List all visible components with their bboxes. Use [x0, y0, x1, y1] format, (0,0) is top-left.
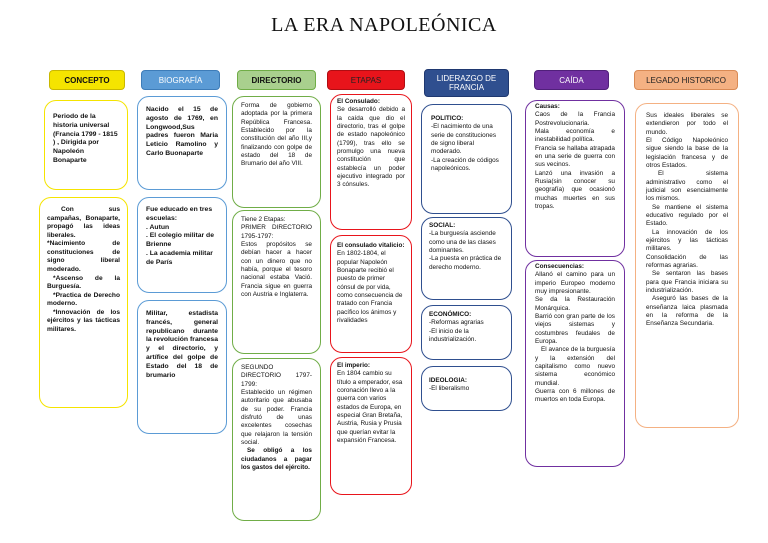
header-concepto: CONCEPTO — [49, 70, 125, 90]
liderazgo-box-economico — [421, 305, 512, 360]
directorio-box-3 — [232, 358, 321, 521]
header-biografia: BIOGRAFÍA — [141, 70, 220, 90]
biografia-school: . La academia militar de París — [146, 250, 213, 266]
liderazgo-item: -El inicio de la industrialización. — [429, 327, 477, 343]
biografia-box-1 — [137, 96, 227, 190]
caida-title: Consecuencias: — [535, 263, 585, 270]
etapa-title: El consulado vitalicio: — [337, 242, 405, 249]
caida-box-causas — [525, 100, 625, 257]
concepto-item: *Ascenso de la Burguesía. — [47, 274, 120, 291]
liderazgo-title: ECONÓMICO: — [429, 311, 472, 318]
biografia-school: . El colegio militar de Brienne — [146, 232, 214, 249]
directorio-text: Estos propósitos se debían hacer a hacer con un dinero que no había, porque el tesoro nacional estaba Vació. Francia sigue en guerra con Austria e Inglaterra. — [241, 240, 312, 298]
etapas-box-imperio — [330, 357, 412, 495]
etapas-box-consulado — [330, 94, 412, 230]
directorio-text: Forma de gobierno adoptada por la primera República Francesa. Establecido por la constitución del año III,y finalizando con golpe de estado del 18 de Brumario del año VIII. — [241, 102, 312, 168]
header-liderazgo: LIDERAZGO DE FRANCIA — [424, 69, 509, 97]
etapa-title: El imperio: — [337, 362, 371, 369]
legado-item: Se mantiene el sistema educativo regulado por el Estado. — [646, 203, 728, 228]
biografia-text: Militar, estadista francés, general republicano durante la revolución francesa y el directorio, y artífice del golpe de Estado del 18 de brumario — [146, 310, 218, 379]
caida-item: Lanzó una invasión a Rusia(sin conocer su geografía) que ocasionó muchas muertes en sus tropas. — [535, 169, 615, 210]
liderazgo-title: SOCIAL: — [429, 222, 456, 229]
caida-box-consecuencias — [525, 260, 625, 467]
biografia-text: Nacido el 15 de agosto de 1769, en Longwood,Sus padres fueron Maria Leticio Ramolino y Carlo Buonaparte — [146, 106, 218, 158]
liderazgo-item: -La creación de códigos napoleónicos. — [431, 156, 499, 172]
header-caida: CAÍDA — [534, 70, 609, 90]
etapa-text: Se desarrolló debido a la caída que dio el directorio, tras el golpe de estado napoleónico (1799), tras ello se promulgo una nueva constitución que establecía un poder ejecutivo integrado por 3 cónsules. — [337, 106, 405, 189]
biografia-box-2 — [137, 197, 227, 293]
legado-item: Se sentaron las bases para que Francia iniciara su industrialización. — [646, 270, 728, 294]
biografia-schools-title: Fue educado en tres escuelas: — [146, 206, 213, 222]
header-directorio: DIRECTORIO — [237, 70, 316, 90]
concepto-text: Periodo de la historia universal (Francia 1799 - 1815 ) , Dirigida por Napoleón Bonaparte — [53, 113, 118, 165]
caida-item: Allanó el camino para un imperio Europeo moderno muy impresionante. — [535, 271, 615, 295]
liderazgo-box-ideologia — [421, 366, 512, 411]
liderazgo-box-social — [421, 217, 512, 300]
legado-item: Aseguró las bases de la enseñanza laica plasmada en la reforma de la Enseñanza Secundaria. — [646, 295, 728, 328]
legado-box — [635, 103, 739, 428]
caida-item: Barrió con gran parte de los viejos sistemas y costumbres feudales de Europa. — [535, 312, 615, 345]
directorio-first-title: PRIMER DIRECTORIO 1795-1797: — [241, 224, 312, 240]
legado-item: Sus ideales liberales se extendieron por todo el mundo. — [646, 112, 728, 136]
directorio-box-1 — [232, 96, 321, 208]
liderazgo-item: -El liberalismo — [429, 385, 470, 393]
biografia-school: . Autun — [146, 223, 170, 231]
caida-item: Se da la Restauración Monárquica. — [535, 296, 615, 312]
liderazgo-box-politico — [421, 104, 512, 214]
caida-item: Guerra con 6 millones de muertos en toda Europa. — [535, 387, 615, 404]
caida-item: Francia se hallaba atrapada en una serie de guerra con sus vecinos. — [535, 144, 615, 169]
legado-item: El Código Napoleónico sigue siendo la base de la legislación francesa y de otros Estados. — [646, 136, 728, 169]
concepto-item: *Nacimiento de constituciones de signo liberal moderado. — [47, 240, 120, 273]
concepto-item: *Innovación de los ejércitos y las tácticas militares. — [47, 308, 120, 333]
legado-item: El sistema administrativo como el judicial son esencialmente los mismos. — [646, 170, 728, 203]
caida-title: Causas: — [535, 103, 560, 110]
liderazgo-title: IDEOLOGIA: — [429, 377, 467, 384]
etapa-title: El Consulado: — [337, 98, 380, 105]
etapa-text: En 1802-1804, el popular Napoleón Bonaparte recibió el puesto de primer cónsul de por vida, como consecuencia de tratado con Francia pacífico los ánimos y rivalidades — [337, 250, 403, 324]
etapas-box-vitalicio — [330, 235, 412, 353]
biografia-box-3 — [137, 300, 227, 434]
etapa-text: En 1804 cambio su título a emperador, esa coronación llevo a la guerra con varios estados de Europa, en especial Gran Bretaña, Austria, Rusia y Prusia que querían evitar la expansión Francesa. — [337, 370, 403, 444]
liderazgo-item: -La puesta en práctica de derecho moderno. — [429, 255, 502, 271]
concepto-box-1 — [44, 100, 128, 190]
concepto-item: *Practica de Derecho moderno. — [47, 291, 120, 308]
legado-item: La innovación de los ejércitos y las tácticas militares. — [646, 228, 728, 253]
liderazgo-item: -La burguesía asciende como una de las clases dominantes. — [429, 230, 496, 254]
header-etapas: ETAPAS — [327, 70, 405, 90]
page-title: LA ERA NAPOLEÓNICA — [271, 14, 497, 36]
concepto-item: Con sus campañas, Bonaparte, propagó las ideas liberales. — [47, 206, 120, 239]
directorio-stages-title: Tiene 2 Etapas: — [241, 216, 286, 223]
legado-item: Consolidación de las reformas agrarias. — [646, 253, 728, 269]
directorio-text: Establecido un régimen autoritario que abusaba de su poder. Francia disfrutó de unas excelentes cosechas que relajaron la tensión social. — [241, 388, 312, 446]
liderazgo-item: -El nacimiento de una serie de constituciones de signo liberal moderado. — [431, 123, 497, 156]
header-legado: LEGADO HISTORICO — [634, 70, 738, 90]
directorio-second-title: SEGUNDO DIRECTORIO 1797-1799: — [241, 364, 312, 388]
caida-item: El avance de la burguesía y la extensión del capitalismo como nuevo sistema económico mundial. — [535, 346, 615, 387]
caida-item: Caos de la Francia Postrevolucionaria. — [535, 111, 615, 127]
liderazgo-item: -Reformas agrarias — [429, 319, 484, 327]
directorio-text: Se obligó a los ciudadanos a pagar los gastos del ejército. — [241, 447, 312, 471]
liderazgo-title: POLITICO: — [431, 115, 464, 122]
directorio-box-2 — [232, 210, 321, 354]
concepto-box-2 — [39, 197, 128, 408]
caida-item: Mala economía e inestabilidad política. — [535, 127, 615, 144]
